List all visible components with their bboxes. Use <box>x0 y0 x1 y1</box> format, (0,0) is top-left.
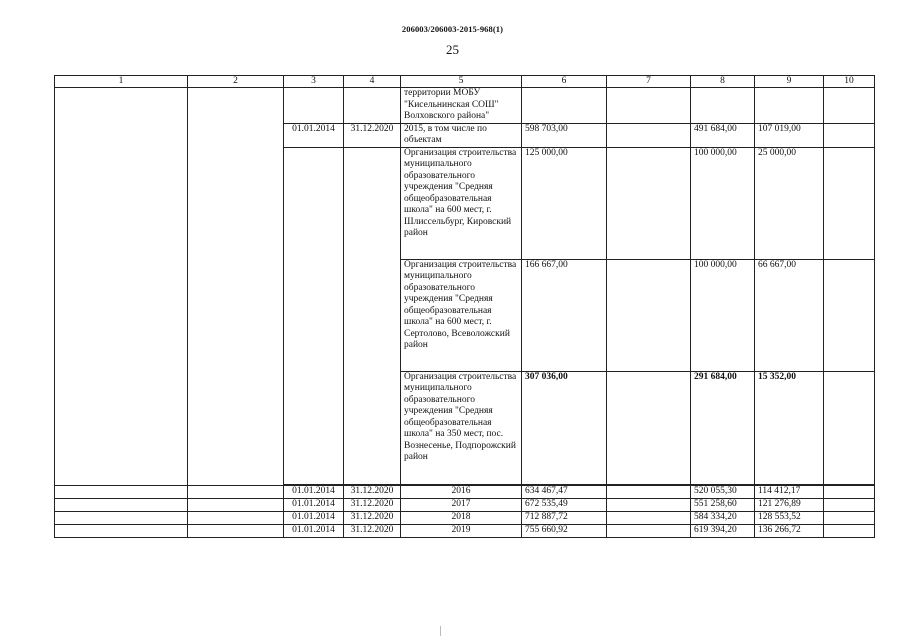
table-cell <box>607 147 691 259</box>
cell-end-date: 31.12.2020 <box>344 498 401 511</box>
cell-local-amount: 128 553,52 <box>755 511 824 524</box>
table-row <box>55 511 875 524</box>
table-cell <box>824 371 875 484</box>
table-row <box>55 498 875 511</box>
cell-local-amount: 66 667,00 <box>755 259 824 371</box>
column-number: 5 <box>401 76 522 88</box>
table-cell <box>607 498 691 511</box>
table-cell <box>607 511 691 524</box>
column-number: 3 <box>284 76 344 88</box>
table-cell <box>188 511 284 524</box>
cell-total-amount: 755 660,92 <box>522 524 607 537</box>
page-number: 25 <box>446 42 459 57</box>
cell-year: 2017 <box>401 498 522 511</box>
table-cell <box>284 147 344 484</box>
column-number: 8 <box>691 76 755 88</box>
column-number-row <box>55 76 875 88</box>
table-cell <box>188 524 284 537</box>
cell-total-amount: 166 667,00 <box>522 259 607 371</box>
table-cell <box>755 88 824 124</box>
cell-regional-amount: 520 055,30 <box>691 485 755 498</box>
table-cell <box>691 88 755 124</box>
cell-end-date: 31.12.2020 <box>344 485 401 498</box>
table-cell <box>607 88 691 124</box>
cell-start-date: 01.01.2014 <box>284 524 344 537</box>
table-row <box>55 485 875 498</box>
table-cell <box>824 88 875 124</box>
cell-local-amount: 114 412,17 <box>755 485 824 498</box>
table-cell <box>55 498 188 511</box>
cell-object-name: Организация строительства муниципального образовательного учреждения "Средняя общеобразовательная школа" на 600 мест, г. Шлиссельбург, Кировский район <box>401 147 522 259</box>
table-cell <box>824 485 875 498</box>
table-cell <box>607 371 691 484</box>
table-row <box>55 88 875 124</box>
cell-year: 2016 <box>401 485 522 498</box>
cell-total-amount: 307 036,00 <box>522 371 607 484</box>
cell-year: 2018 <box>401 511 522 524</box>
cell-regional-amount: 100 000,00 <box>691 147 755 259</box>
column-number: 2 <box>188 76 284 88</box>
table-cell <box>522 88 607 124</box>
table-cell <box>55 524 188 537</box>
table-cell <box>284 88 344 124</box>
cell-end-date: 31.12.2020 <box>344 123 401 147</box>
column-number: 6 <box>522 76 607 88</box>
cell-object-name: Организация строительства муниципального образовательного учреждения "Средняя общеобразовательная школа" на 600 мест, г. Сертолово, Всеволожский район <box>401 259 522 371</box>
table-cell <box>824 524 875 537</box>
column-number: 10 <box>824 76 875 88</box>
cell-local-amount: 121 276,89 <box>755 498 824 511</box>
cell-local-amount: 136 266,72 <box>755 524 824 537</box>
cell-start-date: 01.01.2014 <box>284 123 344 147</box>
cell-object-name: территории МОБУ "Кисельнинская СОШ" Волховского района" <box>401 88 522 124</box>
scan-mark <box>440 626 441 636</box>
cell-start-date: 01.01.2014 <box>284 485 344 498</box>
cell-start-date: 01.01.2014 <box>284 511 344 524</box>
table-cell <box>824 498 875 511</box>
table-cell <box>344 88 401 124</box>
cell-start-date: 01.01.2014 <box>284 498 344 511</box>
table-cell <box>607 485 691 498</box>
column-number: 4 <box>344 76 401 88</box>
table-cell <box>824 147 875 259</box>
cell-total-amount: 125 000,00 <box>522 147 607 259</box>
table-cell <box>55 485 188 498</box>
column-number: 1 <box>55 76 188 88</box>
cell-regional-amount: 551 258,60 <box>691 498 755 511</box>
table-cell <box>188 88 284 486</box>
table-cell <box>188 485 284 498</box>
table-cell <box>55 511 188 524</box>
table-row <box>55 524 875 537</box>
cell-regional-amount: 619 394,20 <box>691 524 755 537</box>
cell-total-amount: 634 467,47 <box>522 485 607 498</box>
table-cell <box>55 88 188 486</box>
cell-year: 2019 <box>401 524 522 537</box>
column-number: 9 <box>755 76 824 88</box>
column-number: 7 <box>607 76 691 88</box>
cell-regional-amount: 491 684,00 <box>691 123 755 147</box>
table-cell <box>607 524 691 537</box>
document-code: 206003/206003-2015-968(1) <box>401 24 504 34</box>
cell-object-name: Организация строительства муниципального образовательного учреждения "Средняя общеобразовательная школа" на 350 мест, пос. Вознесенье, Подпорожский район <box>401 371 522 484</box>
cell-regional-amount: 100 000,00 <box>691 259 755 371</box>
cell-regional-amount: 291 684,00 <box>691 371 755 484</box>
table-cell <box>188 498 284 511</box>
cell-local-amount: 15 352,00 <box>755 371 824 484</box>
cell-local-amount: 107 019,00 <box>755 123 824 147</box>
cell-total-amount: 598 703,00 <box>522 123 607 147</box>
table-cell <box>607 123 691 147</box>
table-cell <box>824 123 875 147</box>
cell-total-amount: 672 535,49 <box>522 498 607 511</box>
cell-end-date: 31.12.2020 <box>344 524 401 537</box>
table-cell <box>344 147 401 484</box>
cell-regional-amount: 584 334,20 <box>691 511 755 524</box>
table-cell <box>607 259 691 371</box>
table-cell <box>824 511 875 524</box>
cell-local-amount: 25 000,00 <box>755 147 824 259</box>
cell-total-amount: 712 887,72 <box>522 511 607 524</box>
cell-end-date: 31.12.2020 <box>344 511 401 524</box>
table-cell <box>824 259 875 371</box>
cell-object-name: 2015, в том числе по объектам <box>401 123 522 147</box>
budget-table <box>54 75 875 538</box>
